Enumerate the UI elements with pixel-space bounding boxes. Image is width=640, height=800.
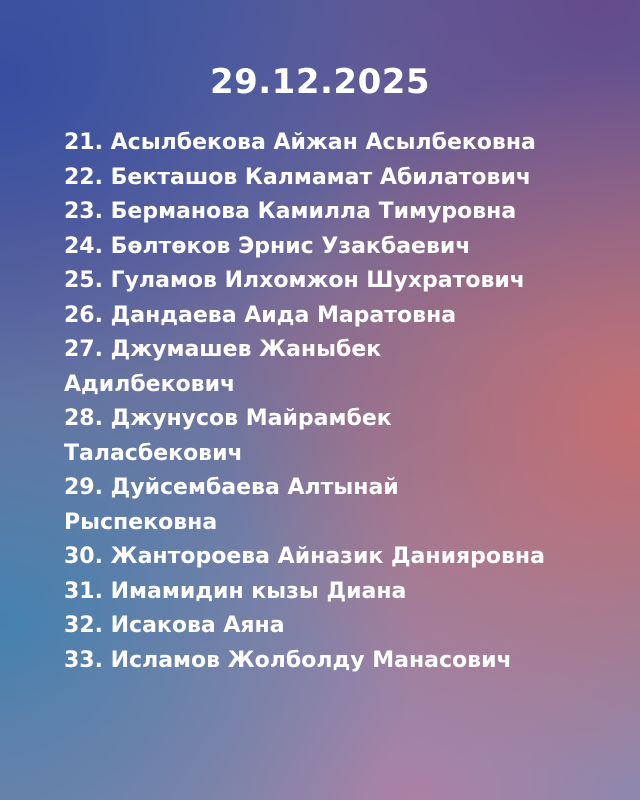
list-item-line: 29. Дуйсембаева Алтынай	[64, 475, 399, 500]
list-item-line: 27. Джумашев Жаныбек	[64, 337, 382, 362]
list-item-line: 21. Асылбекова Айжан Асылбековна	[64, 130, 536, 155]
list-item	[64, 402, 624, 471]
list-item	[64, 575, 624, 610]
list-item-line: 26. Дандаева Аида Маратовна	[64, 302, 457, 328]
list-item-line: Рыспековна	[64, 509, 218, 535]
list-item	[64, 299, 624, 334]
list-item	[64, 264, 624, 299]
list-item	[64, 644, 624, 679]
list-item	[64, 333, 624, 402]
list-item-line: 22. Бекташов Калмамат Абилатович	[64, 164, 531, 190]
list-item-line: 28. Джунусов Майрамбек	[64, 406, 392, 431]
list-item-line: 33. Исламов Жолболду Манасович	[64, 647, 512, 673]
list-item	[64, 609, 624, 644]
list-item	[64, 540, 624, 575]
list-item	[64, 230, 624, 265]
list-item-line: 32. Исакова Аяна	[64, 613, 285, 638]
name-list	[64, 126, 624, 678]
list-item-line: 25. Гуламов Илхомжон Шухратович	[64, 268, 525, 293]
list-item	[64, 126, 624, 161]
list-item	[64, 195, 624, 230]
date-heading: 29.12.2025	[209, 62, 431, 102]
list-item-line: Таласбекович	[64, 440, 243, 466]
list-item-line: 23. Берманова Камилла Тимуровна	[64, 199, 517, 224]
list-item-line: Адилбекович	[64, 371, 236, 397]
list-item-line: 24. Бөлтөков Эрнис Узакбаевич	[64, 233, 471, 259]
list-item-line: 30. Жантороева Айназик Данияровна	[64, 544, 545, 569]
list-item-line: 31. Имамидин кызы Диана	[64, 578, 407, 604]
list-item	[64, 161, 624, 196]
list-item	[64, 471, 624, 540]
